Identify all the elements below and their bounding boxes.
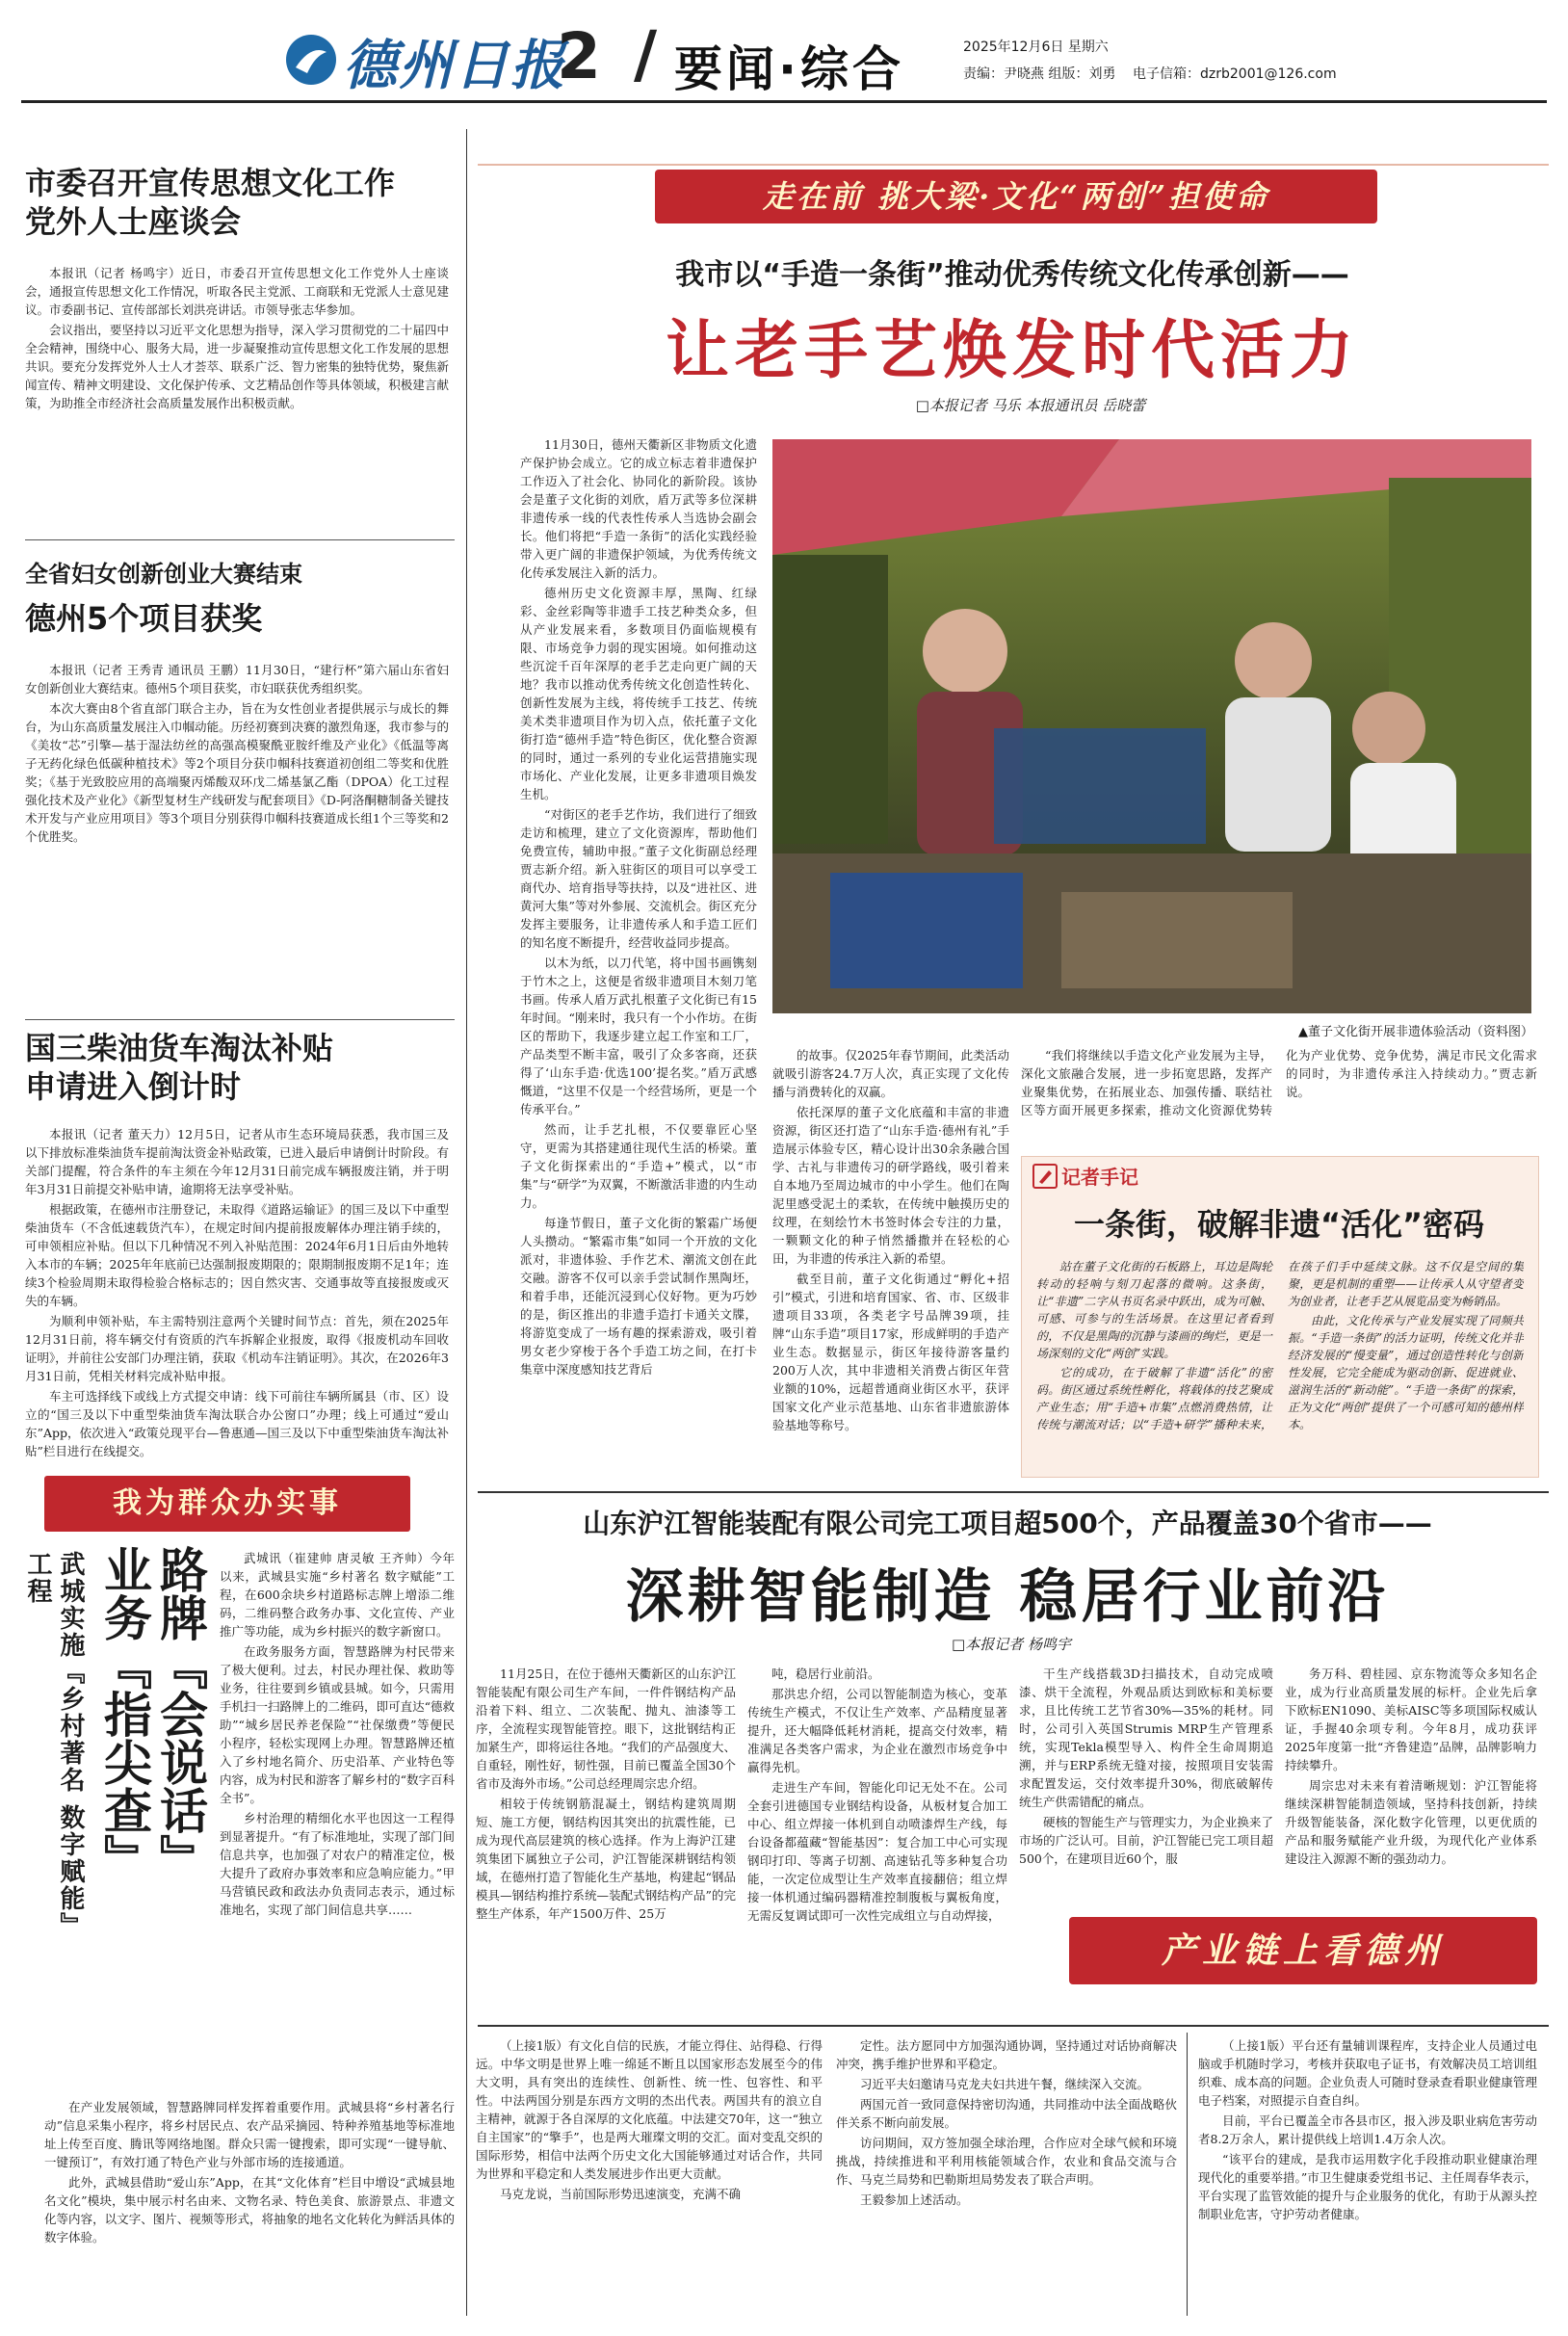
divider xyxy=(25,539,455,540)
paragraph: 目前，平台已覆盖全市各县市区，报入涉及职业病危害劳动者8.2万余人，累计提供线上培训1.4万余人次。 xyxy=(1198,2113,1537,2146)
paragraph: 本报讯（记者 杨鸣宇）近日，市委召开宣传思想文化工作党外人士座谈会，通报宣传思想文化工作情况，听取各民主党派、工商联和无党派人士意见建议。市委副书记、宣传部部长刘洪亮讲话。市领导张志华参加。 xyxy=(25,266,449,317)
feature-body-left xyxy=(520,435,757,1478)
paragraph: 的故事。仅2025年春节期间，此类活动就吸引游客24.7万人次，真正实现了文化传播与消费转化的双赢。 xyxy=(772,1048,1009,1099)
continued-right xyxy=(1198,2036,1537,2316)
paragraph: “该平台的建成，是我市运用数字化手段推动职业健康治理现代化的重要举措。”市卫生健康委党组书记、主任周春华表示，平台实现了监管效能的提升与企业服务的优化，有助于从源头控制职业危害，守护劳动者健康。 xyxy=(1198,2152,1537,2221)
paragraph: 11月25日，在位于德州天衢新区的山东沪江智能装配有限公司生产车间，一件件钢结构产品沿着下料、组立、二次装配、抛丸、油漆等工序，全流程实现智能管控。眼下，这批钢结构正加紧生产，即将运往各地。“我们的产品强度大、自重轻，刚性好，韧性强，目前已覆盖全国30个省市及海外市场。”公司总经理周宗忠介绍。 xyxy=(476,1667,736,1791)
paragraph: 武城讯（崔建帅 唐灵敏 王齐帅）今年以来，武城县实施“乡村著名 数字赋能”工程，在600余块乡村道路标志牌上增添二维码，二维码整合政务办事、文化宣传、产业推广等功能，成为乡村振兴的数字新窗口。 xyxy=(220,1551,455,1639)
page-number-slash: / xyxy=(634,17,658,92)
paragraph: 两国元首一致同意保持密切沟通，共同推动中法全面战略伙伴关系不断向前发展。 xyxy=(836,2097,1177,2130)
column-rule xyxy=(1187,2033,1188,2316)
paragraph: 在政务服务方面，智慧路牌为村民带来了极大便利。过去，村民办理社保、救助等业务，往往要到乡镇或县城。如今，只需用手机扫一扫路牌上的二维码，即可直达“德救助”“城乡居民养老保险”“社保缴费”等便民小程序，轻松实现网上办理。智慧路牌还植入了乡村地名简介、历史沿革、产业特色等内容，成为村民和游客了解乡村的“数字百科全书”。 xyxy=(220,1644,455,1805)
paragraph: 11月30日，德州天衢新区非物质文化遗产保护协会成立。它的成立标志着非遗保护工作迈入了社会化、协同化的新阶段。该协会是董子文化街的刘欣，盾万武等多位深耕非遗传承一线的代表性传承人当选协会副会长。他们将把“手造一条街”的活化实践经验带入更广阔的非遗保护领域，为优秀传统文化传承发展注入新的活力。 xyxy=(520,437,757,580)
paragraph: “我们将继续以手造文化产业发展为主导，深化文旅融合发展，进一步拓宽思路，发挥产业聚集优势，在拓展业态、加强传播、联结社区等方面开展更多探索，推动文化资源优势转化为产业优势、竞争优势，满足市民文化需求的同时，为非遗传承注入持续动力。”贾志新说。 xyxy=(1021,1048,1537,1117)
paragraph: 习近平夫妇邀请马克龙夫妇共进午餐，继续深入交流。 xyxy=(860,2077,1150,2091)
paragraph: 以木为纸，以刀代笔，将中国书画镌刻于竹木之上，这便是省级非遗项目木刻刀笔书画。传承人盾万武扎根董子文化街已有15年时间。“刚来时，我只有一个小作坊。在街区的帮助下，我逐步建立起工作室和工厂，产品类型不断丰富，吸引了众多客商，还获得了‘山东手造·优选100’提名奖。”盾万武感慨道，“这里不仅是一个经营场所，更是一个传承平台。” xyxy=(520,956,757,1116)
paragraph: 由此，文化传承与产业发展实现了同频共振。“手造一条街”的活力证明，传统文化并非经济发展的“慢变量”，通过创造性转化与创新性发展，它完全能成为驱动创新、促进就业、滋润生活的“新动能”。“手造一条街”的探索，正为文化“两创”提供了一个可感可知的德州样本。 xyxy=(1288,1314,1524,1431)
paragraph: （上接1版）有文化自信的民族，才能立得住、站得稳、行得远。中华文明是世界上唯一绵延不断且以国家形态发展至今的伟大文明，具有突出的连续性、创新性、统一性、包容性、和平性。中法两国分别是东西方文明的杰出代表。两国共有的浪立自主精神，就源于各自深厚的文化底蕴。中法建交70年，这一“独立自主国家”的“擎手”，也是两大璀璨文明的交汇。面对变乱交织的国际形势，相信中法两个历史文化大国能够通过对话合作，共同为世界和平稳定和人类发展进步作出更大贡献。 xyxy=(476,2038,823,2181)
masthead-rule xyxy=(21,100,1547,103)
article-title: 国三柴油货车淘汰补贴 申请进入倒计时 xyxy=(25,1030,334,1105)
paragraph: 本次大赛由8个省直部门联合主办，旨在为女性创业者提供展示与成长的舞台，为山东高质量发展注入巾帼动能。历经初赛到决赛的激烈角逐，我市参与的《美妆“芯”引擎—基于湿法纺丝的高强高模聚酰亚胺纤维及产业化》《低温等离子无药化绿色低碳种植技术》等2个项目分获巾帼科技赛道初创组二等奖和优胜奖；《基于光致胶应用的高端聚丙烯酸双环戊二烯基氯乙酯（DPOA）化工过程强化技术及产业化》《新型复材生产线研发与配套项目》《D-阿洛酮糖制备关键技术开发与产业应用项目》等3个项目分别获得巾帼科技赛道成长组1个三等奖和2个优胜奖。 xyxy=(25,701,449,844)
left-column xyxy=(25,133,455,1539)
reporter-note-title: 一条街，破解非遗“活化”密码 xyxy=(1073,1206,1485,1243)
article-body xyxy=(25,661,449,1010)
editor-email: 电子信箱：dzrb2001@126.com xyxy=(1133,66,1337,82)
page-section-title: 要闻·综合 xyxy=(674,41,904,97)
reporter-note-label: 记者手记 xyxy=(1061,1166,1138,1189)
paragraph: 在产业发展领域，智慧路牌同样发挥着重要作用。武城县将“乡村著名行动”信息采集小程序，将乡村居民点、农产品采摘园、特种养殖基地等标准地址上传至百度、腾讯等网络地图。群众只需一键搜索，即可实现“一键导航、一键预订”，有效打通了特色产业与外部市场的连接通道。 xyxy=(44,2100,455,2169)
paragraph: 依托深厚的董子文化底蕴和丰富的非遗资源，街区还打造了“山东手造·德州有礼”手造展示体验专区，精心设计出30余条融合国学、古礼与非遗传习的研学路线，吸引着来自本地乃至周边城市的中小学生。他们在陶泥里感受泥土的柔软，在传统中触摸历史的纹理，在刻绘竹木书签时体会专注的力量，一颗颗文化的种子悄然播撒并在轻松的心田，为非遗的传承注入新的希望。 xyxy=(772,1105,1009,1266)
article-title: 德州5个项目获奖 xyxy=(25,600,263,637)
paragraph: 然而，让手艺扎根，不仅要靠匠心坚守，更需为其搭建通往现代生活的桥梁。董子文化街探索出的“手造+”模式，以“市集”与“研学”为双翼，不断激活非遗的内生动力。 xyxy=(520,1122,757,1210)
pen-icon xyxy=(1032,1164,1058,1189)
feature-headline: 让老手艺焕发时代活力 xyxy=(666,313,1359,387)
page-editors: 责编：尹晓燕 组版：刘勇 xyxy=(963,66,1116,82)
paragraph: 根据政策，在德州市注册登记，未取得《道路运输证》的国三及以下中重型柴油货车（不含低速载货汽车），在规定时间内提前报废解体办理注销手续的，可申领相应补贴。但以下几种情况不列入补贴范围：2024年6月1日后由外地转入本市的车辆；2025年年底前已达强制报废期限的；限期制报废期不足1年；连续3个检验周期未取得检验合格标志的；因自然灾害、交通事故等直接报废或灭失的车辆。 xyxy=(25,1202,449,1308)
feature-body-right xyxy=(1021,1046,1537,1142)
photo-caption: ▲董子文化街开展非遗体验活动（资料图） xyxy=(1298,1025,1533,1039)
paragraph: 会议指出，要坚持以习近平文化思想为指导，深入学习贯彻党的二十届四中全会精神，围绕中心、服务大局，进一步凝聚推动宣传思想文化工作发展的思想共识。要充分发挥党外人士人才荟萃、联系广泛、智力密集的独特优势，聚焦新闻宣传、精神文明建设、文化保护传承、文艺精品创作等具体领域，积极建言献策，为助推全市经济社会高质量发展作出积极贡献。 xyxy=(25,323,449,410)
feature-top-border xyxy=(478,164,1549,166)
industry-body-col2 xyxy=(747,1665,1007,2015)
paragraph: 那洪忠介绍，公司以智能制造为核心，变革传统生产模式，不仅让生产效率、产品精度显著提升，还大幅降低耗材消耗，提高交付效率，精准满足各类客户需求，为企业在激烈市场竞争中赢得先机。 xyxy=(747,1687,1007,1774)
feature-banner-text: 走在前 挑大梁·文化“两创”担使命 xyxy=(762,178,1270,215)
page-number: 2 xyxy=(557,19,601,93)
industry-banner-text: 产业链上看德州 xyxy=(1161,1930,1445,1971)
paragraph: 乡村治理的精细化水平也因这一工程得到显著提升。“有了标准地址，实现了部门间信息共享，也加强了对农户的精准定位，极大提升了政府办事效率和应急响应能力。”甲马营镇民政和政法办负责同志表示，通过标准地名，实现了部门间信息共享…… xyxy=(220,1811,455,1917)
divider xyxy=(478,1491,1549,1493)
paragraph: 每逢节假日，董子文化街的繁霜广场便人头攒动。“繁霜市集”如同一个开放的文化派对，非遗体验、手作艺术、潮流文创在此交融。游客不仅可以亲手尝试制作黑陶坯，和着手串，还能沉浸到心仪好物。更为巧妙的是，街区推出的非遗手造打卡通关文牒，将游览变成了一场有趣的探索游戏，吸引着男女老少穿梭于各个手造工坊之间，在打卡集章中深度感知技艺背后 xyxy=(520,1216,757,1377)
column-rule xyxy=(466,129,467,2316)
industry-body-col4 xyxy=(1285,1665,1537,1900)
paragraph: 干生产线搭载3D扫描技术，自动完成喷漆、烘干全流程，外观品质达到欧标和美标要求，且比传统工艺节省30%—35%的耗材。同时，公司引入英国Strumis MRP生产管理系统，实现Tekla模型导入、构件全生命周期追溯，并与ERP系统无缝对接，按照项目安装需求配置发运，交付效率提升30%，彻底破解传统生产供需错配的痛点。 xyxy=(1019,1667,1273,1809)
industry-byline: □本报记者 杨鸣宇 xyxy=(952,1636,1071,1653)
paragraph: 走进生产车间，智能化印记无处不在。公司全套引进德国专业钢结构设备，从板材复合加工中心、组立焊接一体机到自动喷漆焊生产线，每台设备都蕴藏“智能基因”：复合加工中心可实现钢印打印、等离子切割、高速钻孔等多种复合功能，一次定位成型让生产效率直接翻倍；组立焊接一体机通过编码器精准控制腹板与翼板角度，无需反复调试即可一次性完成组立与自动焊接， xyxy=(747,1780,1007,1923)
feature-body-mid xyxy=(772,1046,1009,1478)
paragraph: 本报讯（记者 董天力）12月5日，记者从市生态环境局获悉，我市国三及以下排放标准柴油货车提前淘汰资金补贴政策，已进入最后申请倒计时阶段。有关部门提醒，符合条件的车主须在今年12月31日前完成车辆报废注销，并于明年3月31日前提交补贴申请，逾期将无法享受补贴。 xyxy=(25,1127,449,1196)
paragraph: 周宗忠对未来有着清晰规划：沪江智能将继续深耕智能制造领域，坚持科技创新，持续升级智能装备，深化数字化管理，以更优质的产品和服务赋能产业升级，为现代化产业体系建设注入源源不断的强劲动力。 xyxy=(1285,1778,1537,1866)
paragraph: 王毅参加上述活动。 xyxy=(860,2192,969,2207)
newspaper-logo-emblem xyxy=(286,35,336,85)
service-vertical-title: 路牌『会说话』 业务『指尖查』 xyxy=(96,1545,208,1882)
article-subtitle: 全省妇女创新创业大赛结束 xyxy=(25,561,302,588)
paragraph: 硬核的智能生产与管理实力，为企业换来了市场的广泛认可。目前，沪江智能已完工项目超500个，在建项目近60个，服 xyxy=(1019,1815,1273,1866)
paragraph: 站在董子文化街的石板路上，耳边是陶轮转动的轻响与刻刀起落的微响。这条街，让“非遗”二字从书页名录中跃出，成为可触、可感、可参与的生活场景。在这里记者看到的，不仅是黑陶的沉静与漆画的绚烂，更是一场深刻的文化“两创”实践。 xyxy=(1036,1260,1272,1360)
article-title: 市委召开宣传思想文化工作 党外人士座谈会 xyxy=(25,165,396,240)
paragraph: 此外，武城县借助“爱山东”App，在其“文化体育”栏目中增设“武城县地名文化”模块，集中展示村名由来、文物名录、特色美食、旅游景点、非遗文化等内容，以文字、图片、视频等形式，将抽象的地名文化转化为鲜活具体的数字体验。 xyxy=(44,2175,455,2244)
article-body xyxy=(25,1125,449,1534)
industry-kicker: 山东沪江智能装配有限公司完工项目超500个，产品覆盖30个省市—— xyxy=(583,1508,1432,1539)
continued-left xyxy=(476,2036,823,2316)
paragraph: 它的成功，在于破解了非遗“活化”的密码。街区通过系统性孵化，将载体的技艺聚成产业生态；用“手造+市集”点燃消费热情，让传统与潮流对话；以“手造+研学”播种未来，在孩子们手中延续文脉。这不仅是空间的集聚，更是机制的重塑——让传承人从守望者变为创业者，让老手艺从展览品变为畅销品。 xyxy=(1036,1260,1524,1431)
paragraph: 马克龙说，当前国际形势迅速演变，充满不确 xyxy=(500,2187,742,2201)
masthead xyxy=(0,0,1568,106)
divider xyxy=(478,2025,1549,2027)
service-vertical-subtitle: 武城实施『乡村著名 数字赋能』工程 xyxy=(23,1551,85,1940)
issue-date: 2025年12月6日 星期六 xyxy=(963,39,1109,55)
service-body-tail xyxy=(44,2098,455,2322)
feature-photo xyxy=(772,439,1531,1013)
reporter-note-body xyxy=(1036,1258,1524,1468)
feature-kicker: 我市以“手造一条街”推动优秀传统文化传承创新—— xyxy=(675,258,1349,292)
paragraph: 务万科、碧桂园、京东物流等众多知名企业，成为行业高质量发展的标杆。企业先后拿下欧标EN1090、美标AISC等多项国际权威认证，手握40余项专利。今年8月，成功获评2025年度第一批“齐鲁建造”品牌，品牌影响力持续攀升。 xyxy=(1285,1667,1537,1772)
paragraph: 德州历史文化资源丰厚，黑陶、红绿彩、金丝彩陶等非遗手工技艺种类众多，但从产业发展来看，多数项目仍面临规模有限、市场竞争力弱的现实困境。如何推动这些沉淀千百年深厚的老手艺走向更广阔的天地？我市以推动优秀传统文化创造性转化、创新性发展为主线，将传统手工技艺、传统美术类非遗项目作为切入点，依托董子文化街打造“德州手造”特色街区，优化整合资源的同时，通过一系列的专业化运营措施实现市场化、产业化发展，让更多非遗项目焕发生机。 xyxy=(520,586,757,801)
article-body xyxy=(25,264,449,530)
paragraph: 截至目前，董子文化街通过“孵化+招引”模式，引进和培育国家、省、市、区级非遗项目33项，各类老字号品牌39项，挂牌“山东手造”项目17家，形成鲜明的手造产业生态。数据显示，街区年接待游客量约200万人次，其中非遗相关消费占街区年营业额的10%，远超普通商业街区水平，获评国家文化产业示范基地、山东省非遗旅游体验基地等称号。 xyxy=(772,1272,1009,1432)
newspaper-name: 德州日报 xyxy=(343,34,566,97)
paragraph: 吨，稳居行业前沿。 xyxy=(771,1667,880,1681)
divider xyxy=(25,1019,455,1020)
paragraph: 本报讯（记者 王秀青 通讯员 王鹏）11月30日，“建行杯”第六届山东省妇女创新创业大赛结束。德州5个项目获奖，市妇联获优秀组织奖。 xyxy=(25,663,449,696)
industry-headline: 深耕智能制造 稳居行业前沿 xyxy=(625,1563,1390,1631)
paragraph: “对街区的老手艺作坊，我们进行了细致走访和梳理，建立了文化资源库，帮助他们免费宣传，辅助申报。”董子文化街副总经理贾志新介绍。新入驻街区的项目可以享受工商代办、培育指导等扶持，以及“进社区、进黄河大集”等对外参展、交流机会。街区充分发挥主要服务，让非遗传承人和手造工匠们的知名度不断提升，经营收益同步提高。 xyxy=(520,807,757,950)
paragraph: 定性。法方愿同中方加强沟通协调，坚持通过对话协商解决冲突，携手维护世界和平稳定。 xyxy=(836,2038,1177,2071)
service-body xyxy=(220,1549,455,2189)
paragraph: 访问期间，双方签加强全球治理，合作应对全球气候和环境挑战，持续推进和平利用核能领域合作，农业和食品交流与合作、马克兰局势和巴勒斯坦局势发表了联合声明。 xyxy=(836,2136,1177,2187)
paragraph: （上接1版）平台还有量辅训课程库，支持企业人员通过电脑或手机随时学习，考核并获取电子证书，有效解决员工培训组织难、成本高的问题。企业负责人可随时登录查看职业健康管理电子档案，对照提示自查自纠。 xyxy=(1198,2038,1537,2108)
industry-body-col1 xyxy=(476,1665,736,2015)
paragraph: 车主可选择线下或线上方式提交申请：线下可前往车辆所属县（市、区）设立的“国三及以下中重型柴油货车淘汰联合办公窗口”办理；线上可通过“爱山东”App，依次进入“政策兑现平台—鲁惠通—国三及以下中重型柴油货车淘汰补贴”栏目进行在线提交。 xyxy=(25,1389,449,1458)
paragraph: 为顺利申领补贴，车主需特别注意两个关键时间节点：首先，须在2025年12月31日前，将车辆交付有资质的汽车拆解企业报废，取得《报废机动车回收证明》，并前往公安部门办理注销，获取《机动车注销证明》。其次，在2026年3月31日前，凭相关材料完成补贴申报。 xyxy=(25,1314,449,1383)
paragraph: 相较于传统钢筋混凝土，钢结构建筑周期短、施工方便，钢结构因其突出的抗震性能，已成为现代高层建筑的核心选择。作为上海沪江建筑集团下属独立子公司，沪江智能深耕钢结构领域，在德州打造了智能化生产基地，构建起“钢品模具—钢结构推拧系统—装配式钢结构产品”的完整生产体系，年产1500万件、25万 xyxy=(476,1797,736,1921)
feature-byline: □本报记者 马乐 本报通讯员 岳晓蕾 xyxy=(915,397,1146,414)
continued-mid xyxy=(836,2036,1177,2316)
service-banner-text: 我为群众办实事 xyxy=(113,1486,342,1520)
